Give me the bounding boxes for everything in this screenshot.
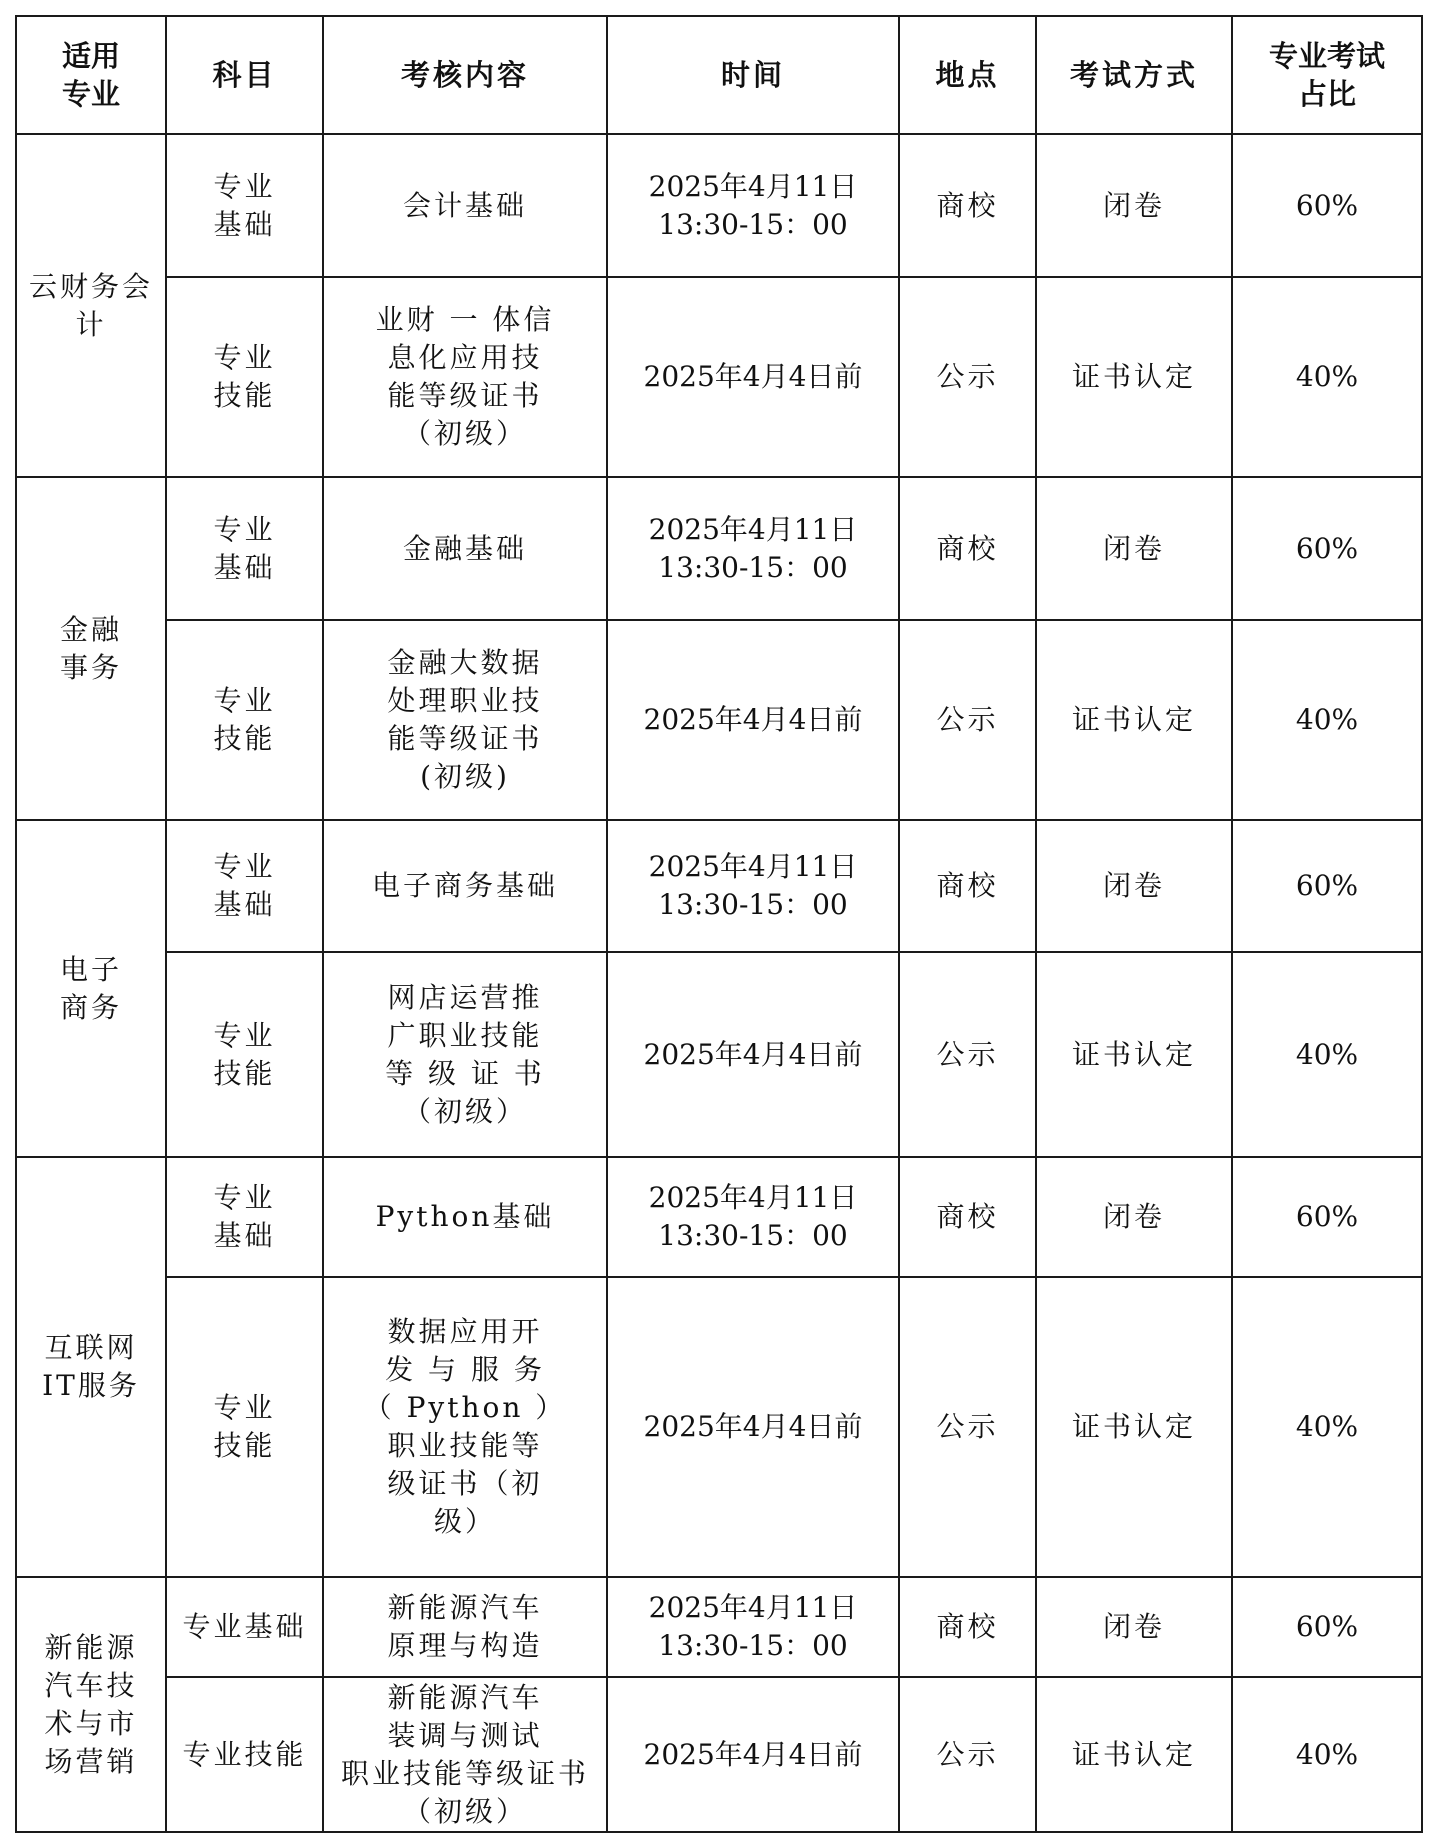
table-row xyxy=(16,477,1422,620)
content-cell xyxy=(323,134,607,277)
header-subject: 科目 xyxy=(166,16,323,134)
subject-cell-line: 专业 xyxy=(213,1018,276,1052)
location-cell: 公示 xyxy=(899,277,1036,477)
method-cell: 闭卷 xyxy=(1036,820,1232,952)
content-cell-line: 级） xyxy=(433,1505,496,1538)
content-cell-line: （初级） xyxy=(402,1094,527,1128)
content-cell xyxy=(323,1677,607,1832)
time-cell-line: 2025年4月4日前 xyxy=(643,703,863,736)
subject-cell-line: 基础 xyxy=(213,888,276,921)
time-cell-line: 13:30-15：00 xyxy=(658,888,848,921)
subject-cell xyxy=(166,134,323,277)
time-cell-line: 2025年4月4日前 xyxy=(643,1737,863,1771)
content-cell-line: Python基础 xyxy=(375,1200,555,1233)
time-cell-line: 2025年4月4日前 xyxy=(643,1410,863,1443)
table-row xyxy=(16,1677,1422,1832)
subject-cell-line: 专业 xyxy=(213,341,276,374)
content-cell-line: 原理与构造 xyxy=(387,1629,543,1662)
content-cell xyxy=(323,1157,607,1277)
content-cell-line: 金融基础 xyxy=(402,531,527,565)
ratio-cell: 40% xyxy=(1232,277,1422,477)
content-cell-line: 处理职业技 xyxy=(387,684,543,717)
content-cell-line: 等 级 证 书 xyxy=(385,1056,545,1090)
major-cell-line: 计 xyxy=(75,307,107,341)
content-cell xyxy=(323,952,607,1157)
ratio-cell: 60% xyxy=(1232,477,1422,620)
header-time: 时间 xyxy=(607,16,899,134)
ratio-cell: 40% xyxy=(1232,952,1422,1157)
subject-cell xyxy=(166,1577,323,1677)
ratio-cell: 40% xyxy=(1232,620,1422,820)
major-cell-line: 云财务会 xyxy=(28,269,153,303)
subject-cell xyxy=(166,1677,323,1832)
content-cell-line: 网店运营推 xyxy=(387,980,543,1014)
time-cell xyxy=(607,620,899,820)
subject-cell xyxy=(166,1277,323,1577)
content-cell-line: 职业技能等 xyxy=(387,1429,543,1462)
content-cell-line: 金融大数据 xyxy=(387,646,543,679)
ratio-cell: 60% xyxy=(1232,1577,1422,1677)
major-cell xyxy=(16,820,166,1157)
subject-cell-line: 专业基础 xyxy=(182,1610,307,1643)
subject-cell-line: 技能 xyxy=(213,379,276,412)
time-cell-line: 2025年4月11日 xyxy=(648,850,858,883)
location-cell: 商校 xyxy=(899,134,1036,277)
subject-cell-line: 专业 xyxy=(213,850,276,883)
time-cell xyxy=(607,1577,899,1677)
header-ratio xyxy=(1232,16,1422,134)
subject-cell-line: 专业 xyxy=(213,169,276,203)
location-cell: 商校 xyxy=(899,1157,1036,1277)
subject-cell-line: 专业 xyxy=(213,1391,276,1424)
time-cell-line: 2025年4月4日前 xyxy=(643,360,863,393)
subject-cell xyxy=(166,820,323,952)
subject-cell-line: 专业技能 xyxy=(182,1737,307,1771)
time-cell xyxy=(607,134,899,277)
location-cell: 公示 xyxy=(899,952,1036,1157)
method-cell: 证书认定 xyxy=(1036,1677,1232,1832)
time-cell xyxy=(607,1677,899,1832)
content-cell-line: 业财 一 体信 xyxy=(375,303,555,336)
content-cell-line: 能等级证书 xyxy=(387,722,543,755)
content-cell-line: 职业技能等级证书 xyxy=(340,1756,589,1790)
table-row xyxy=(16,820,1422,952)
table-row xyxy=(16,277,1422,477)
time-cell xyxy=(607,1277,899,1577)
table-row xyxy=(16,134,1422,277)
header-method: 考试方式 xyxy=(1036,16,1232,134)
content-cell-line: 电子商务基础 xyxy=(371,869,558,902)
subject-cell-line: 专业 xyxy=(213,684,276,717)
time-cell-line: 13:30-15：00 xyxy=(658,207,848,241)
method-cell: 证书认定 xyxy=(1036,1277,1232,1577)
content-cell-line: （初级） xyxy=(402,417,527,450)
subject-cell xyxy=(166,277,323,477)
subject-cell-line: 专业 xyxy=(213,512,276,546)
header-major-line: 适用 xyxy=(61,39,120,73)
major-cell xyxy=(16,1577,166,1832)
content-cell-line: 级证书（初 xyxy=(387,1467,543,1500)
ratio-cell: 60% xyxy=(1232,134,1422,277)
content-cell-line: 数据应用开 xyxy=(387,1315,543,1348)
major-cell-line: IT服务 xyxy=(42,1369,140,1402)
method-cell: 证书认定 xyxy=(1036,620,1232,820)
table-row xyxy=(16,1157,1422,1277)
ratio-cell: 60% xyxy=(1232,820,1422,952)
header-row xyxy=(16,16,1422,134)
content-cell-line: 新能源汽车 xyxy=(387,1591,543,1624)
header-location: 地点 xyxy=(899,16,1036,134)
subject-cell-line: 技能 xyxy=(213,722,276,755)
content-cell-line: 装调与测试 xyxy=(387,1718,543,1752)
table-row xyxy=(16,1577,1422,1677)
major-cell xyxy=(16,134,166,477)
method-cell: 证书认定 xyxy=(1036,277,1232,477)
time-cell-line: 13:30-15：00 xyxy=(658,1629,848,1662)
time-cell-line: 13:30-15：00 xyxy=(658,1219,848,1252)
content-cell-line: 会计基础 xyxy=(402,188,527,222)
content-cell-line: （ Python ） xyxy=(363,1391,567,1424)
major-cell-line: 商务 xyxy=(59,990,122,1024)
method-cell: 证书认定 xyxy=(1036,952,1232,1157)
major-cell-line: 事务 xyxy=(59,650,122,684)
method-cell: 闭卷 xyxy=(1036,134,1232,277)
table-body xyxy=(16,134,1422,1832)
header-ratio-line: 专业考试 xyxy=(1268,39,1385,73)
subject-cell-line: 技能 xyxy=(213,1429,276,1462)
major-cell xyxy=(16,477,166,820)
location-cell: 商校 xyxy=(899,1577,1036,1677)
exam-schedule-table xyxy=(15,15,1423,1833)
time-cell-line: 13:30-15：00 xyxy=(658,550,848,584)
time-cell xyxy=(607,477,899,620)
time-cell xyxy=(607,952,899,1157)
time-cell-line: 2025年4月4日前 xyxy=(643,1037,863,1071)
content-cell-line: (初级) xyxy=(420,760,510,793)
header-ratio-line: 占比 xyxy=(1297,77,1356,111)
method-cell: 闭卷 xyxy=(1036,1577,1232,1677)
header-content: 考核内容 xyxy=(323,16,607,134)
subject-cell xyxy=(166,477,323,620)
major-cell-line: 新能源 xyxy=(44,1630,138,1664)
ratio-cell: 40% xyxy=(1232,1277,1422,1577)
content-cell-line: 新能源汽车 xyxy=(387,1680,543,1714)
time-cell xyxy=(607,277,899,477)
time-cell xyxy=(607,820,899,952)
subject-cell-line: 基础 xyxy=(213,550,276,584)
major-cell-line: 电子 xyxy=(59,952,122,986)
major-cell xyxy=(16,1157,166,1577)
content-cell xyxy=(323,1577,607,1677)
time-cell-line: 2025年4月11日 xyxy=(648,512,858,546)
major-cell-line: 汽车技 xyxy=(44,1668,138,1702)
location-cell: 公示 xyxy=(899,1677,1036,1832)
location-cell: 公示 xyxy=(899,620,1036,820)
header-major-line: 专业 xyxy=(61,77,120,111)
method-cell: 闭卷 xyxy=(1036,1157,1232,1277)
location-cell: 商校 xyxy=(899,477,1036,620)
table-row xyxy=(16,1277,1422,1577)
content-cell-line: （初级） xyxy=(402,1794,527,1828)
header-major xyxy=(16,16,166,134)
content-cell-line: 能等级证书 xyxy=(387,379,543,412)
time-cell-line: 2025年4月11日 xyxy=(648,1181,858,1214)
major-cell-line: 场营销 xyxy=(44,1744,138,1778)
content-cell xyxy=(323,1277,607,1577)
subject-cell-line: 专业 xyxy=(213,1181,276,1214)
major-cell-line: 术与市 xyxy=(44,1706,138,1740)
content-cell-line: 广职业技能 xyxy=(387,1018,543,1052)
subject-cell-line: 基础 xyxy=(213,1219,276,1252)
subject-cell xyxy=(166,1157,323,1277)
ratio-cell: 40% xyxy=(1232,1677,1422,1832)
subject-cell-line: 技能 xyxy=(213,1056,276,1090)
major-cell-line: 金融 xyxy=(59,612,122,646)
content-cell xyxy=(323,620,607,820)
content-cell xyxy=(323,820,607,952)
content-cell-line: 发 与 服 务 xyxy=(385,1353,545,1386)
content-cell xyxy=(323,477,607,620)
subject-cell xyxy=(166,620,323,820)
major-cell-line: 互联网 xyxy=(44,1331,138,1364)
content-cell xyxy=(323,277,607,477)
table-row xyxy=(16,952,1422,1157)
time-cell xyxy=(607,1157,899,1277)
location-cell: 商校 xyxy=(899,820,1036,952)
time-cell-line: 2025年4月11日 xyxy=(648,1591,858,1624)
time-cell-line: 2025年4月11日 xyxy=(648,169,858,203)
location-cell: 公示 xyxy=(899,1277,1036,1577)
table-row xyxy=(16,620,1422,820)
subject-cell xyxy=(166,952,323,1157)
content-cell-line: 息化应用技 xyxy=(387,341,543,374)
subject-cell-line: 基础 xyxy=(213,207,276,241)
method-cell: 闭卷 xyxy=(1036,477,1232,620)
ratio-cell: 60% xyxy=(1232,1157,1422,1277)
